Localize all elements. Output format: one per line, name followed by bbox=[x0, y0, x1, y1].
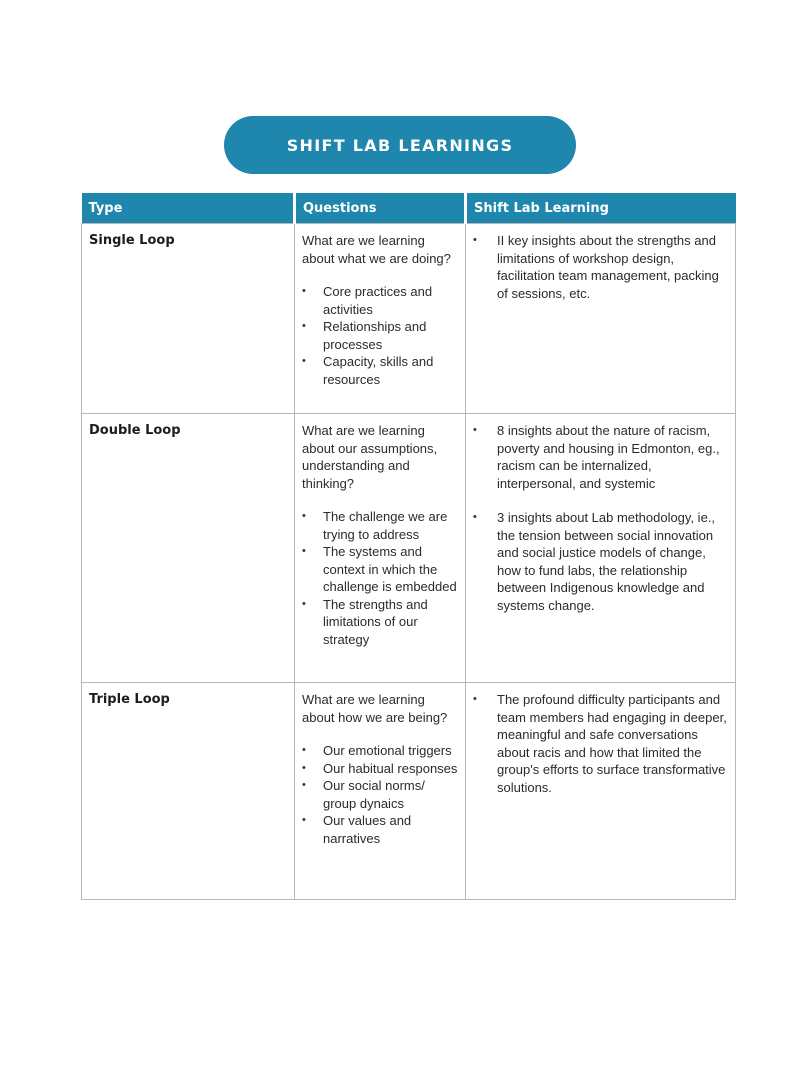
list-item: • Our emotional triggers bbox=[302, 742, 459, 760]
row-learnings bbox=[466, 414, 736, 683]
table-row bbox=[82, 683, 736, 900]
title-banner bbox=[224, 116, 576, 174]
list-item: • II key insights about the strengths and limitations of workshop design, facilitation team management, packing of sessions, etc. bbox=[473, 232, 729, 302]
table-row bbox=[82, 414, 736, 683]
row-type: Triple Loop bbox=[82, 683, 295, 900]
learning-list bbox=[473, 232, 729, 302]
row-learnings bbox=[466, 224, 736, 414]
table-row bbox=[82, 224, 736, 414]
question-text: What are we learning about what we are doing? bbox=[302, 233, 451, 266]
column-header-questions: Questions bbox=[295, 193, 466, 224]
list-item: • The profound difficulty participants and team members had engaging in deeper, meaningful and safe conversations about racis and how that limited the group's efforts to surface transformative solutions. bbox=[473, 691, 729, 796]
list-item: • Our habitual responses bbox=[302, 760, 459, 778]
row-learnings bbox=[466, 683, 736, 900]
list-item: • 8 insights about the nature of racism, poverty and housing in Edmonton, eg., racism can be internalized, interpersonal, and systemic bbox=[473, 422, 729, 492]
page-title: SHIFT LAB LEARNINGS bbox=[286, 135, 514, 155]
list-item: • The systems and context in which the challenge is embedded bbox=[302, 543, 459, 596]
row-type: Double Loop bbox=[82, 414, 295, 683]
list-item: • The challenge we are trying to address bbox=[302, 508, 459, 543]
row-questions bbox=[295, 224, 466, 414]
list-item: • 3 insights about Lab methodology, ie., the tension between social innovation and social justice models of change, how to fund labs, the relationship between Indigenous knowledge and systems change. bbox=[473, 509, 729, 614]
question-text: What are we learning about how we are being? bbox=[302, 692, 448, 725]
row-type: Single Loop bbox=[82, 224, 295, 414]
question-list bbox=[302, 283, 459, 388]
row-questions bbox=[295, 414, 466, 683]
question-text: What are we learning about our assumptions, understanding and thinking? bbox=[302, 423, 438, 491]
table-header-row bbox=[82, 193, 736, 224]
column-header-learning: Shift Lab Learning bbox=[466, 193, 736, 224]
list-item: • Our values and narratives bbox=[302, 812, 459, 847]
list-item: • Core practices and activities bbox=[302, 283, 459, 318]
learning-list bbox=[473, 422, 729, 614]
list-item: • Our social norms/ group dynaics bbox=[302, 777, 459, 812]
list-item: • Capacity, skills and resources bbox=[302, 353, 459, 388]
learning-list bbox=[473, 691, 729, 796]
question-list bbox=[302, 742, 459, 847]
row-questions bbox=[295, 683, 466, 900]
list-item: • The strengths and limitations of our strategy bbox=[302, 596, 459, 649]
learnings-table bbox=[81, 193, 736, 900]
list-item: • Relationships and processes bbox=[302, 318, 459, 353]
question-list bbox=[302, 508, 459, 648]
column-header-type: Type bbox=[82, 193, 295, 224]
